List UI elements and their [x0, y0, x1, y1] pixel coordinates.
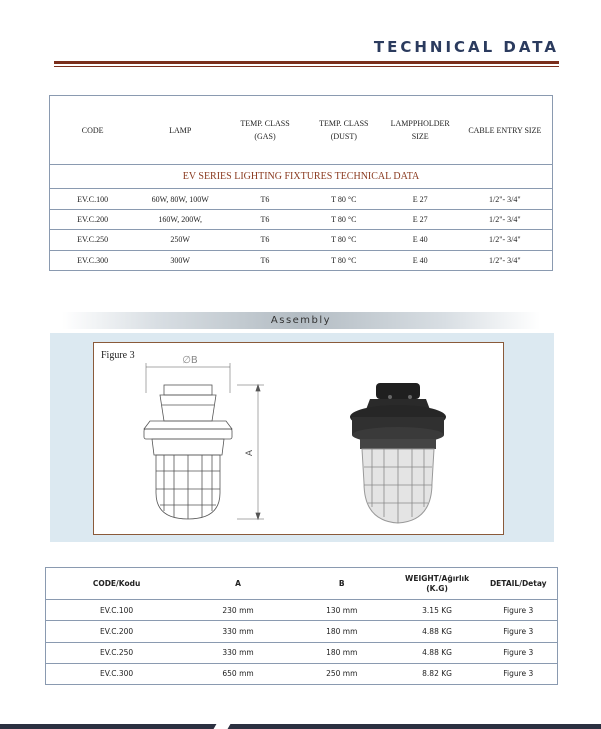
cell-a: 230 mm	[187, 600, 289, 621]
assembly-heading: Assembly	[62, 312, 540, 329]
cell-code: EV.C.250	[46, 642, 188, 663]
series-title-row	[50, 165, 553, 189]
cell-code: EV.C.200	[46, 621, 188, 642]
cell-a: 650 mm	[187, 663, 289, 684]
col-header-temp-dust: TEMP. CLASS (DUST)	[319, 119, 369, 141]
cell-b: 180 mm	[289, 621, 395, 642]
dimension-table	[45, 567, 558, 685]
cell-code: EV.C.100	[50, 189, 136, 209]
col-header-lampholder: LAMPPHOLDER SIZE	[390, 119, 450, 141]
footer-bar	[0, 724, 601, 729]
cell-b: 130 mm	[289, 600, 395, 621]
cell-temp-gas: T6	[225, 250, 305, 270]
col-header-temp-gas: TEMP. CLASS (GAS)	[240, 119, 290, 141]
series-title: EV SERIES LIGHTING FIXTURES TECHNICAL DATA	[50, 165, 553, 189]
cell-code: EV.C.300	[46, 663, 188, 684]
col-header-a: A	[235, 578, 241, 588]
cell-weight: 3.15 KG	[395, 600, 480, 621]
cell-temp-dust: T 80 °C	[305, 209, 383, 229]
figure-label: Figure 3	[101, 350, 135, 361]
table-row	[50, 250, 553, 270]
cell-temp-gas: T6	[225, 189, 305, 209]
cell-code: EV.C.250	[50, 230, 136, 250]
table-row	[46, 663, 558, 684]
cell-cable-entry: 1/2"- 3/4"	[458, 230, 553, 250]
col-header-b: B	[338, 578, 345, 588]
cell-detail: Figure 3	[480, 621, 558, 642]
table-header-row	[46, 568, 558, 600]
technical-drawing	[144, 363, 264, 519]
col-header-code: CODE/Kodu	[92, 578, 141, 588]
dimension-a-label: A	[245, 449, 255, 457]
cell-a: 330 mm	[187, 642, 289, 663]
cell-lampholder: E 40	[383, 250, 458, 270]
col-header-code: CODE	[81, 125, 104, 135]
cell-cable-entry: 1/2"- 3/4"	[458, 209, 553, 229]
cell-lamp: 60W, 80W, 100W	[135, 189, 225, 209]
technical-data-table	[49, 95, 553, 271]
cell-temp-gas: T6	[225, 209, 305, 229]
table-row	[50, 209, 553, 229]
table-row	[46, 621, 558, 642]
cell-weight: 4.88 KG	[395, 642, 480, 663]
cell-a: 330 mm	[187, 621, 289, 642]
cell-weight: 8.82 KG	[395, 663, 480, 684]
cell-temp-dust: T 80 °C	[305, 250, 383, 270]
table-row	[50, 230, 553, 250]
cell-b: 180 mm	[289, 642, 395, 663]
cell-temp-dust: T 80 °C	[305, 230, 383, 250]
cell-cable-entry: 1/2"- 3/4"	[458, 250, 553, 270]
cell-lamp: 250W	[135, 230, 225, 250]
table-row	[46, 600, 558, 621]
cell-code: EV.C.300	[50, 250, 136, 270]
cell-detail: Figure 3	[480, 600, 558, 621]
page-title: TECHNICAL DATA	[373, 38, 559, 56]
cell-lamp: 300W	[135, 250, 225, 270]
cell-detail: Figure 3	[480, 642, 558, 663]
cell-temp-gas: T6	[225, 230, 305, 250]
cell-weight: 4.88 KG	[395, 621, 480, 642]
footer-notch	[214, 724, 231, 729]
cell-code: EV.C.200	[50, 209, 136, 229]
cell-lampholder: E 27	[383, 209, 458, 229]
header-rule-thick	[54, 61, 559, 64]
table-header-row	[50, 96, 553, 165]
table-row	[46, 642, 558, 663]
header-rule-thin	[54, 66, 559, 67]
figure-3-box	[93, 342, 504, 535]
fixture-illustration	[350, 383, 446, 523]
col-header-cable-entry: CABLE ENTRY SIZE	[468, 125, 542, 135]
table-row	[50, 189, 553, 209]
cell-b: 250 mm	[289, 663, 395, 684]
col-header-weight: WEIGHT/Ağırlık (K.G)	[405, 573, 470, 593]
col-header-lamp: LAMP	[169, 125, 192, 135]
cell-temp-dust: T 80 °C	[305, 189, 383, 209]
dimension-b-label: ∅B	[182, 355, 198, 366]
cell-code: EV.C.100	[46, 600, 188, 621]
figure-drawing	[94, 343, 505, 536]
cell-lampholder: E 40	[383, 230, 458, 250]
cell-lampholder: E 27	[383, 189, 458, 209]
col-header-detail: DETAIL/Detay	[489, 578, 547, 588]
cell-cable-entry: 1/2"- 3/4"	[458, 189, 553, 209]
cell-lamp: 160W, 200W,	[135, 209, 225, 229]
cell-detail: Figure 3	[480, 663, 558, 684]
